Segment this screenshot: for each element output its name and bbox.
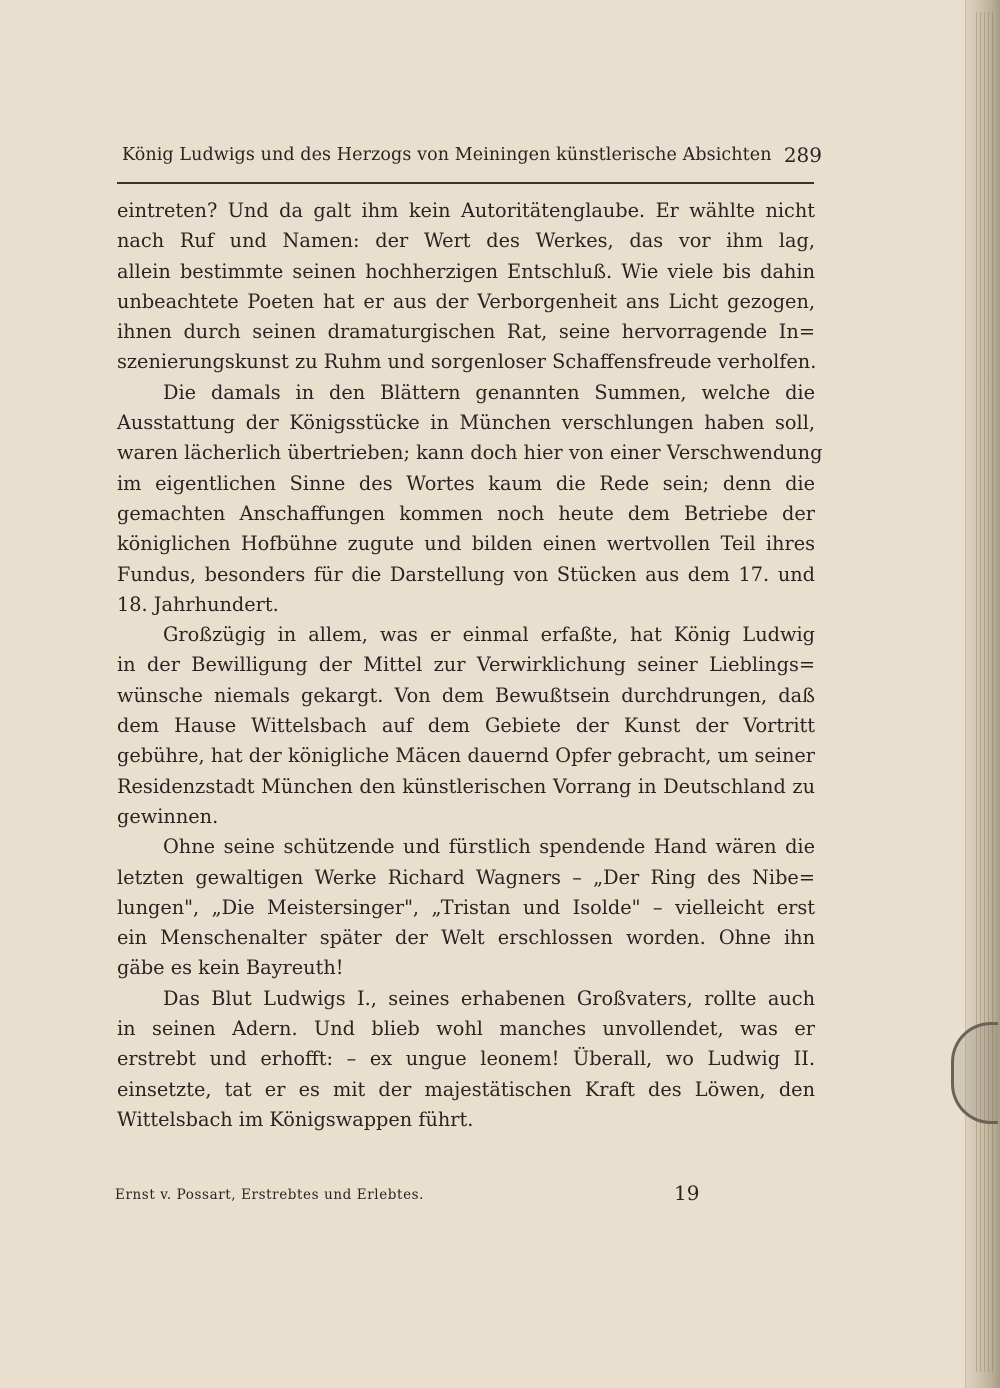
text-line: Wittelsbach im Königswappen führt. (117, 1107, 474, 1131)
text-line: Das Blut Ludwigs I., seines erhabenen Großvaters, rollte auch (163, 986, 815, 1010)
text-line: szenierungskunst zu Ruhm und sorgenloser Schaffensfreude verholfen. (117, 350, 817, 374)
text-line: wünsche niemals gekargt. Von dem Bewußtsein durchdrungen, daß (117, 683, 815, 707)
text-line: dem Hause Wittelsbach auf dem Gebiete der Kunst der Vortritt (117, 714, 815, 738)
text-line: einsetzte, tat er es mit der majestätischen Kraft des Löwen, den (117, 1077, 815, 1101)
running-head (122, 141, 822, 177)
text-line: erstrebt und erhofft: – ex ungue leonem! Überall, wo Ludwig II. (117, 1047, 815, 1071)
text-line: waren lächerlich übertrieben; kann doch hier von einer Verschwendung (117, 441, 823, 465)
running-title: König Ludwigs und des Herzogs von Meiningen künstlerische Absichten (122, 145, 772, 165)
text-line: Großzügig in allem, was er einmal erfaßte, hat König Ludwig (163, 623, 815, 647)
text-line: in seinen Adern. Und blieb wohl manches unvollendet, was er (117, 1017, 815, 1041)
text-line: 18. Jahrhundert. (117, 592, 279, 616)
text-line: gäbe es kein Bayreuth! (117, 956, 344, 980)
text-line: gewinnen. (117, 804, 219, 828)
text-line: gebühre, hat der königliche Mäcen dauernd Opfer gebracht, um seiner (117, 744, 815, 768)
page-edge-stack (976, 12, 994, 1372)
text-line: in der Bewilligung der Mittel zur Verwirklichung seiner Lieblings= (117, 653, 815, 677)
header-rule (117, 182, 814, 184)
page-number: 289 (783, 143, 822, 167)
text-line: lungen", „Die Meistersinger", „Tristan und Isolde" – vielleicht erst (117, 895, 815, 919)
text-line: ihnen durch seinen dramaturgischen Rat, seine hervorragende In= (117, 320, 815, 344)
text-line: gemachten Anschaffungen kommen noch heute dem Betriebe der (117, 501, 815, 525)
text-line: eintreten? Und da galt ihm kein Autoritätenglaube. Er wählte nicht (117, 199, 815, 222)
text-line: ein Menschenalter später der Welt erschlossen worden. Ohne ihn (117, 926, 815, 950)
footer-signature: Ernst v. Possart, Erstrebtes und Erlebtes. (115, 1187, 425, 1203)
page-edge (965, 0, 1000, 1388)
text-line: Die damals in den Blättern genannten Summen, welche die (163, 380, 815, 404)
text-line: letzten gewaltigen Werke Richard Wagners – „Der Ring des Nibe= (117, 865, 815, 889)
page-tab-marker (951, 1022, 998, 1124)
text-line: Fundus, besonders für die Darstellung von Stücken aus dem 17. und (117, 562, 815, 586)
signature-mark: 19 (674, 1181, 700, 1205)
text-line: Ausstattung der Königsstücke in München verschlungen haben soll, (117, 411, 815, 435)
text-line: Residenzstadt München den künstlerischen Vorrang in Deutschland zu (117, 774, 815, 798)
text-line: königlichen Hofbühne zugute und bilden einen wertvollen Teil ihres (117, 532, 815, 556)
text-line: Ohne seine schützende und fürstlich spendende Hand wären die (163, 835, 815, 859)
body-text (117, 196, 823, 1135)
text-line: im eigentlichen Sinne des Wortes kaum die Rede sein; denn die (117, 471, 815, 495)
text-line: nach Ruf und Namen: der Wert des Werkes, das vor ihm lag, (117, 229, 815, 253)
text-line: unbeachtete Poeten hat er aus der Verborgenheit ans Licht gezogen, (117, 289, 815, 313)
text-line: allein bestimmte seinen hochherzigen Entschluß. Wie viele bis dahin (117, 259, 815, 283)
